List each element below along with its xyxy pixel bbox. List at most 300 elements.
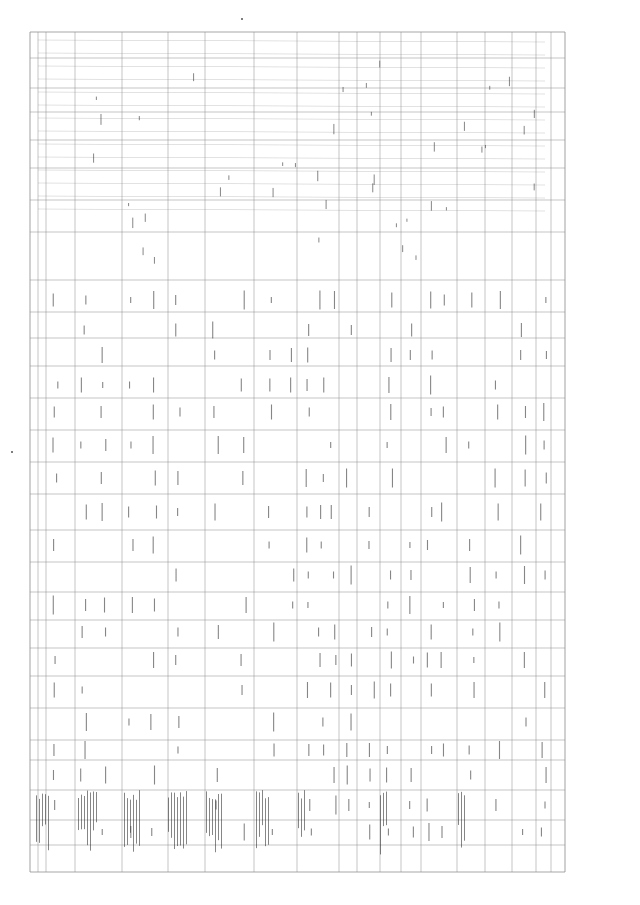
row-label-mark [139,790,140,846]
cell-value-mark [309,799,310,811]
header-text-mark [402,245,403,252]
cell-value-mark [105,767,106,784]
row-label-mark [93,792,94,831]
header-text-mark [295,163,296,167]
cell-value-mark [544,802,545,809]
header-rule [38,157,545,159]
cell-value-mark [56,474,57,483]
cell-value-mark [153,652,154,668]
cell-value-mark [320,505,321,519]
cell-value-mark [413,657,414,664]
header-text-mark [534,184,535,191]
cell-value-mark [391,652,392,669]
cell-value-mark [390,404,391,420]
row-label-mark [215,799,216,852]
cell-value-mark [544,441,545,450]
cell-value-mark [471,293,472,308]
header-text-mark [415,255,416,260]
cell-value-mark [444,295,445,306]
row-label-mark [221,794,222,849]
cell-value-mark [472,629,473,636]
cell-value-mark [543,403,544,421]
row-label-mark [96,792,97,822]
cell-value-mark [427,653,428,668]
cell-value-mark [128,719,129,726]
header-text-mark [228,175,229,180]
cell-value-mark [335,655,336,665]
cell-value-mark [346,743,347,757]
cell-value-mark [390,571,391,580]
row-label-mark [383,793,384,826]
cell-value-mark [350,714,351,731]
cell-value-mark [369,507,370,517]
cell-value-mark [53,744,54,756]
row-label-mark [259,792,260,836]
cell-value-mark [85,296,86,305]
header-text-mark [481,147,482,153]
row-label-mark [464,795,465,840]
cell-value-mark [82,687,83,694]
cell-value-mark [154,766,155,785]
row-label-mark [206,791,207,833]
cell-value-mark [306,538,307,553]
row-label-mark [84,796,85,829]
cell-value-mark [308,324,309,336]
cell-value-mark [323,474,324,482]
cell-value-mark [330,442,331,448]
cell-value-mark [430,292,431,309]
cell-value-mark [54,683,55,698]
cell-value-mark [273,713,274,732]
cell-value-mark [307,379,308,391]
cell-value-mark [500,291,501,309]
cell-value-mark [525,436,526,455]
cell-value-mark [323,378,324,393]
cell-value-mark [246,597,247,613]
cell-value-mark [269,379,270,392]
row-label-mark [209,798,210,836]
header-text-mark [128,203,129,206]
cell-value-mark [151,828,152,836]
cell-value-mark [521,323,522,337]
cell-value-mark [330,683,331,698]
cell-value-mark [525,718,526,727]
header-text-mark [509,77,510,86]
cell-value-mark [522,829,523,835]
cell-value-mark [153,537,154,554]
cell-value-mark [80,442,81,449]
row-label-mark [183,797,184,849]
cell-value-mark [322,718,323,727]
row-label-mark [298,793,299,828]
cell-value-mark [177,747,178,754]
row-label-mark [127,798,128,845]
row-label-mark [171,792,172,837]
scan-speck [241,18,243,20]
cell-value-mark [272,829,273,835]
cell-value-mark [546,767,547,783]
cell-value-mark [293,569,294,582]
cell-value-mark [391,293,392,308]
cell-value-mark [369,825,370,840]
cell-value-mark [520,350,521,360]
cell-value-mark [409,801,410,809]
cell-value-mark [545,297,546,303]
cell-value-mark [432,351,433,360]
cell-value-mark [443,602,444,608]
cell-value-mark [469,746,470,755]
header-rule [38,40,545,42]
cell-value-mark [156,506,157,519]
header-text-mark [220,187,221,196]
row-label-mark [265,798,266,846]
cell-value-mark [308,572,309,579]
cell-value-mark [387,442,388,448]
header-text-mark [343,87,344,92]
cell-value-mark [271,405,272,420]
cell-value-mark [410,350,411,360]
cell-value-mark [57,382,58,389]
cell-value-mark [335,796,336,815]
cell-value-mark [105,439,106,451]
cell-value-mark [334,625,335,640]
cell-value-mark [318,628,319,637]
row-label-mark [48,796,49,850]
cell-value-mark [86,505,87,520]
header-text-mark [379,61,380,68]
row-label-mark [301,798,302,836]
header-text-mark [524,126,525,135]
cell-value-mark [154,599,155,612]
cell-value-mark [273,744,274,757]
cell-value-mark [214,504,215,521]
header-text-mark [317,171,318,181]
cell-value-mark [241,685,242,695]
cell-value-mark [214,351,215,360]
header-rule [38,92,545,94]
cell-value-mark [84,326,85,335]
header-text-mark [366,83,367,88]
cell-value-mark [441,503,442,522]
cell-value-mark [241,654,242,666]
cell-value-mark [468,442,469,449]
cell-value-mark [212,322,213,339]
cell-value-mark [81,378,82,393]
cell-value-mark [242,471,243,485]
cell-value-mark [307,602,308,608]
header-text-mark [534,110,535,118]
row-label-mark [218,794,219,840]
cell-value-mark [269,542,270,549]
cell-value-mark [102,382,103,388]
cell-value-mark [306,507,307,518]
header-rule [38,79,545,81]
cell-value-mark [411,768,412,782]
cell-value-mark [52,438,53,453]
cell-value-mark [409,596,410,614]
cell-value-mark [427,540,428,550]
cell-value-mark [387,629,388,636]
cell-value-mark [546,473,547,484]
cell-value-mark [150,714,151,730]
cell-value-mark [244,824,245,841]
cell-value-mark [473,657,474,663]
header-text-mark [193,73,194,81]
cell-value-mark [53,539,54,551]
cell-value-mark [319,653,320,667]
header-text-mark [372,183,373,192]
row-label-mark [177,797,178,846]
header-text-mark [434,142,435,151]
header-text-mark [132,218,133,228]
header-text-mark [446,207,447,210]
header-text-mark [282,162,283,166]
cell-value-mark [544,682,545,698]
cell-value-mark [176,569,177,582]
cell-value-mark [446,437,447,453]
row-label-mark [262,790,263,825]
cell-value-mark [371,627,372,637]
header-text-mark [464,122,465,131]
cell-value-mark [545,571,546,580]
cell-value-mark [85,599,86,611]
cell-value-mark [130,442,131,449]
cell-value-mark [213,406,214,418]
header-text-mark [406,219,407,222]
cell-value-mark [179,408,180,417]
cell-value-mark [428,823,429,841]
cell-value-mark [218,436,219,454]
cell-value-mark [306,469,307,487]
cell-value-mark [392,469,393,488]
cell-value-mark [84,741,85,759]
cell-value-mark [334,291,335,309]
cell-value-mark [155,471,156,486]
cell-value-mark [268,506,269,518]
cell-value-mark [269,350,270,360]
cell-value-mark [292,602,293,609]
cell-value-mark [430,376,431,395]
cell-value-mark [427,799,428,812]
row-label-mark [45,794,46,824]
cell-value-mark [524,652,525,668]
cell-value-mark [177,471,178,485]
row-label-mark [186,791,187,844]
cell-value-mark [470,567,471,583]
row-label-mark [130,800,131,833]
cell-value-mark [102,829,103,835]
row-label-mark [180,792,181,845]
header-text-mark [143,247,144,255]
cell-value-mark [431,746,432,754]
header-rule [38,144,545,146]
cell-value-mark [387,602,388,609]
cell-value-mark [498,504,499,521]
cell-value-mark [431,625,432,640]
header-text-mark [145,214,146,222]
row-label-mark [174,793,175,849]
cell-value-mark [331,505,332,519]
cell-value-mark [273,623,274,642]
cell-value-mark [101,406,102,418]
cell-value-mark [387,746,388,754]
header-text-mark [333,124,334,134]
cell-value-mark [178,716,179,728]
header-text-mark [154,257,155,264]
cell-value-mark [499,741,500,759]
cell-value-mark [271,297,272,303]
row-label-mark [78,798,79,830]
header-rule [38,131,545,133]
header-text-mark [100,114,101,125]
row-label-mark [81,795,82,830]
cell-value-mark [244,291,245,310]
cell-value-mark [311,829,312,836]
cell-value-mark [290,378,291,393]
cell-value-mark [132,539,133,551]
cell-value-mark [241,379,242,392]
cell-value-mark [441,826,442,838]
row-label-mark [168,798,169,832]
cell-value-mark [307,682,308,698]
header-text-mark [139,116,140,120]
header-text-mark [318,238,319,243]
row-label-mark [90,792,91,850]
cell-value-mark [441,652,442,668]
cell-value-mark [386,768,387,783]
cell-value-mark [411,324,412,337]
row-label-mark [256,791,257,848]
cell-value-mark [390,684,391,697]
row-label-mark [380,795,381,854]
cell-value-mark [347,766,348,785]
cell-value-mark [307,348,308,363]
cell-value-mark [53,596,54,615]
cell-value-mark [474,599,475,611]
cell-value-mark [346,469,347,488]
header-text-mark [431,201,432,211]
cell-value-mark [542,742,543,758]
header-rule [38,170,545,172]
cell-value-mark [540,504,541,521]
cell-value-mark [348,799,349,811]
header-rule [38,53,545,55]
cell-value-mark [369,743,370,757]
cell-value-mark [218,625,219,639]
cell-value-mark [546,351,547,359]
cell-value-mark [496,572,497,579]
row-label-mark [87,791,88,846]
cell-value-mark [53,770,54,780]
header-text-mark [326,200,327,209]
cell-value-mark [351,654,352,667]
cell-value-mark [175,324,176,337]
cell-value-mark [497,405,498,420]
row-label-mark [42,794,43,827]
cell-value-mark [175,295,176,305]
header-text-mark [396,223,397,227]
cell-value-mark [498,602,499,609]
cell-value-mark [443,407,444,418]
cell-value-mark [369,802,370,808]
header-rule [38,118,545,120]
header-text-mark [371,112,372,116]
cell-value-mark [54,800,55,810]
cell-value-mark [54,407,55,418]
row-label-mark [461,792,462,848]
cell-value-mark [323,745,324,756]
cell-value-mark [351,325,352,335]
cell-value-mark [308,744,309,756]
cell-value-mark [291,348,292,362]
cell-value-mark [102,347,103,363]
row-label-mark [133,795,134,852]
cell-value-mark [525,406,526,418]
cell-value-mark [368,541,369,549]
cell-value-mark [319,291,320,310]
cell-value-mark [333,572,334,579]
header-rule [38,105,545,107]
cell-value-mark [410,570,411,580]
cell-value-mark [128,507,129,518]
cell-value-mark [321,542,322,549]
cell-value-mark [495,799,496,811]
row-label-mark [212,799,213,835]
row-label-mark [36,795,37,841]
header-text-mark [489,86,490,90]
cell-value-mark [391,348,392,362]
cell-value-mark [469,539,470,551]
cell-value-mark [309,408,310,417]
cell-value-mark [525,470,526,487]
cell-value-mark [82,626,83,638]
header-text-mark [96,97,97,100]
cell-value-mark [431,408,432,416]
cell-value-mark [130,297,131,303]
cell-value-mark [369,769,370,782]
cell-value-mark [177,628,178,637]
cell-value-mark [153,378,154,393]
cell-value-mark [388,377,389,393]
cell-value-mark [55,656,56,664]
cell-value-mark [413,827,414,838]
cell-value-mark [101,472,102,484]
header-text-mark [273,188,274,197]
cell-value-mark [524,566,525,584]
cell-value-mark [152,436,153,454]
cell-value-mark [177,508,178,516]
header-rule [38,209,545,211]
cell-value-mark [499,623,500,642]
cell-value-mark [495,381,496,390]
header-text-mark [93,153,94,162]
cell-value-mark [105,628,106,637]
cell-value-mark [153,405,154,420]
cell-value-mark [217,768,218,782]
cell-value-mark [153,291,154,309]
cell-value-mark [520,536,521,555]
cell-value-mark [473,682,474,698]
cell-value-mark [104,598,105,613]
cell-value-mark [243,437,244,453]
cell-value-mark [129,382,130,389]
row-label-mark [124,793,125,847]
cell-value-mark [409,542,410,548]
header-rule [38,196,545,198]
row-label-mark [304,790,305,830]
cell-value-mark [374,682,375,699]
cell-value-mark [102,503,103,521]
